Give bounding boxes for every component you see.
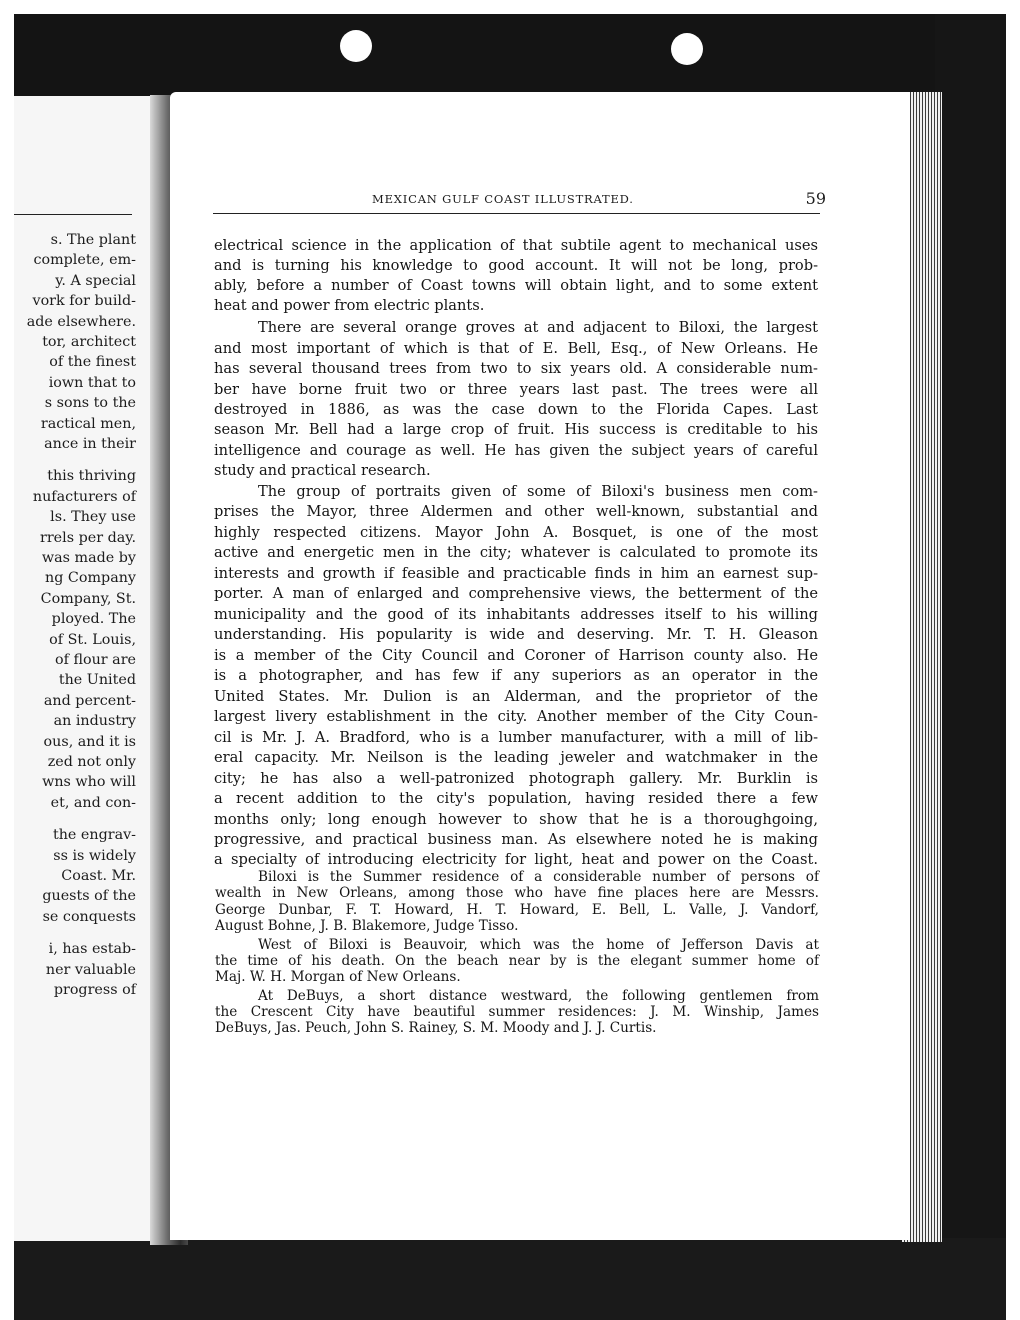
body-line: understanding. His popularity is wide and deserving. Mr. T. H. Gleason xyxy=(214,626,818,643)
body-line: intelligence and courage as well. He has given the subject years of careful xyxy=(214,442,818,459)
scanner-background-right xyxy=(935,14,1006,1320)
body-line: prises the Mayor, three Aldermen and other well-known, substantial and xyxy=(214,503,818,520)
body-line: eral capacity. Mr. Neilson is the leading jeweler and watchmaker in the xyxy=(214,749,818,766)
left-page-line: ractical men, xyxy=(40,415,136,432)
body-line: active and energetic men in the city; whatever is calculated to promote its xyxy=(214,544,818,561)
body-line: ber have borne fruit two or three years last past. The trees were all xyxy=(214,381,818,398)
small-text-line: Biloxi is the Summer residence of a considerable number of persons of xyxy=(258,869,819,885)
small-text-line: the Crescent City have beautiful summer residences: J. M. Winship, James xyxy=(215,1004,819,1020)
small-text-line: August Bohne, J. B. Blakemore, Judge Tisso. xyxy=(215,918,519,934)
body-line: city; he has also a well-patronized photograph gallery. Mr. Burklin is xyxy=(214,770,818,787)
left-page-line: vork for build- xyxy=(32,293,136,310)
left-page-line: nufacturers of xyxy=(32,488,136,505)
left-page-line: rrels per day. xyxy=(40,529,136,546)
left-page-line: of St. Louis, xyxy=(49,631,136,648)
left-page-line: the United xyxy=(58,672,136,689)
scanner-background-top xyxy=(14,14,1006,98)
left-page-line: ance in their xyxy=(44,436,136,452)
body-line: is a member of the City Council and Coroner of Harrison county also. He xyxy=(214,647,818,664)
body-line: The group of portraits given of some of Biloxi's business men com- xyxy=(258,483,818,500)
body-line: heat and power from electric plants. xyxy=(214,297,485,314)
left-page xyxy=(14,96,164,1241)
running-head: MEXICAN GULF COAST ILLUSTRATED. xyxy=(372,192,634,206)
left-page-line: s sons to the xyxy=(44,395,136,412)
left-page-line: ployed. The xyxy=(51,611,136,628)
header-rule xyxy=(213,213,820,214)
body-line: a recent addition to the city's population, having resided there a few xyxy=(214,790,818,807)
scan-margin xyxy=(0,0,14,1320)
body-line: largest livery establishment in the city. Another member of the City Coun- xyxy=(214,708,818,725)
left-page-line: this thriving xyxy=(47,468,136,485)
left-page-line: iown that to xyxy=(48,374,136,391)
body-line: and is turning his knowledge to good account. It will not be long, prob- xyxy=(214,257,818,274)
left-page-line: zed not only xyxy=(47,754,136,770)
left-page-line: ous, and it is xyxy=(43,733,136,750)
left-page-line: s. The plant xyxy=(50,232,136,248)
body-line: months only; long enough however to show that he is a thoroughgoing, xyxy=(214,811,818,828)
left-page-line: ss is widely xyxy=(53,847,136,864)
body-line: ably, before a number of Coast towns will obtain light, and to some extent xyxy=(214,277,818,294)
body-line: season Mr. Bell had a large crop of fruit. His success is creditable to his xyxy=(214,421,818,438)
left-page-line: ner valuable xyxy=(45,961,136,978)
left-page-rule xyxy=(14,214,132,215)
left-page-line: Coast. Mr. xyxy=(61,868,136,884)
left-page-line: Company, St. xyxy=(40,590,136,607)
left-page-line: of flour are xyxy=(55,652,136,668)
left-page-line: ng Company xyxy=(45,570,136,587)
left-page-line: an industry xyxy=(53,713,136,730)
small-text-line: Maj. W. H. Morgan of New Orleans. xyxy=(215,969,461,985)
punch-hole-left xyxy=(340,30,372,62)
small-text-line: wealth in New Orleans, among those who have fine places here are Messrs. xyxy=(215,885,819,901)
left-page-line: ade elsewhere. xyxy=(26,313,136,330)
punch-hole-right xyxy=(671,33,703,65)
scanner-background-bottom xyxy=(14,1238,1006,1320)
left-page-line: i, has estab- xyxy=(48,941,136,958)
left-page-line: of the finest xyxy=(49,354,136,371)
left-page-line: complete, em- xyxy=(33,252,136,269)
body-line: has several thousand trees from two to six years old. A considerable num- xyxy=(214,360,818,377)
body-line: progressive, and practical business man. As elsewhere noted he is making xyxy=(214,831,818,848)
left-page-line: ls. They use xyxy=(50,509,136,526)
left-page-line: et, and con- xyxy=(50,794,136,811)
body-line: municipality and the good of its inhabitants addresses itself to his willing xyxy=(214,606,818,623)
body-line: electrical science in the application of that subtile agent to mechanical uses xyxy=(214,237,818,254)
small-text-line: George Dunbar, F. T. Howard, H. T. Howard, E. Bell, L. Valle, J. Vandorf, xyxy=(215,902,819,918)
small-text-line: West of Biloxi is Beauvoir, which was the home of Jefferson Davis at xyxy=(258,937,819,953)
left-page-line: and percent- xyxy=(43,692,136,709)
left-page-line: se conquests xyxy=(42,908,136,925)
body-line: There are several orange groves at and adjacent to Biloxi, the largest xyxy=(258,319,818,336)
left-page-line: guests of the xyxy=(42,888,136,905)
left-page-line: was made by xyxy=(41,550,136,566)
left-page-line: progress of xyxy=(53,982,136,998)
small-text-line: DeBuys, Jas. Peuch, John S. Rainey, S. M. Moody and J. J. Curtis. xyxy=(215,1020,657,1036)
body-line: a specialty of introducing electricity for light, heat and power on the Coast. xyxy=(214,851,818,868)
body-line: porter. A man of enlarged and comprehensive views, the betterment of the xyxy=(214,585,818,602)
small-text-line: the time of his death. On the beach near by is the elegant summer home of xyxy=(215,953,819,969)
body-line: destroyed in 1886, as was the case down to the Florida Capes. Last xyxy=(214,401,818,418)
body-line: cil is Mr. J. A. Bradford, who is a lumber manufacturer, with a mill of lib- xyxy=(214,729,818,746)
left-page-line: the engrav- xyxy=(52,827,136,844)
body-line: interests and growth if feasible and practicable finds in him an earnest sup- xyxy=(214,565,818,582)
body-line: highly respected citizens. Mayor John A. Bosquet, is one of the most xyxy=(214,524,818,541)
body-line: and most important of which is that of E. Bell, Esq., of New Orleans. He xyxy=(214,340,818,357)
left-page-line: tor, architect xyxy=(42,334,136,350)
body-line: study and practical research. xyxy=(214,462,431,479)
small-text-line: At DeBuys, a short distance westward, the following gentlemen from xyxy=(258,988,819,1004)
page-number: 59 xyxy=(805,189,826,208)
body-line: is a photographer, and has few if any superiors as an operator in the xyxy=(214,667,818,684)
left-page-line: wns who will xyxy=(42,774,136,791)
left-page-line: y. A special xyxy=(55,272,136,289)
body-line: United States. Mr. Dulion is an Alderman, and the proprietor of the xyxy=(214,688,818,705)
